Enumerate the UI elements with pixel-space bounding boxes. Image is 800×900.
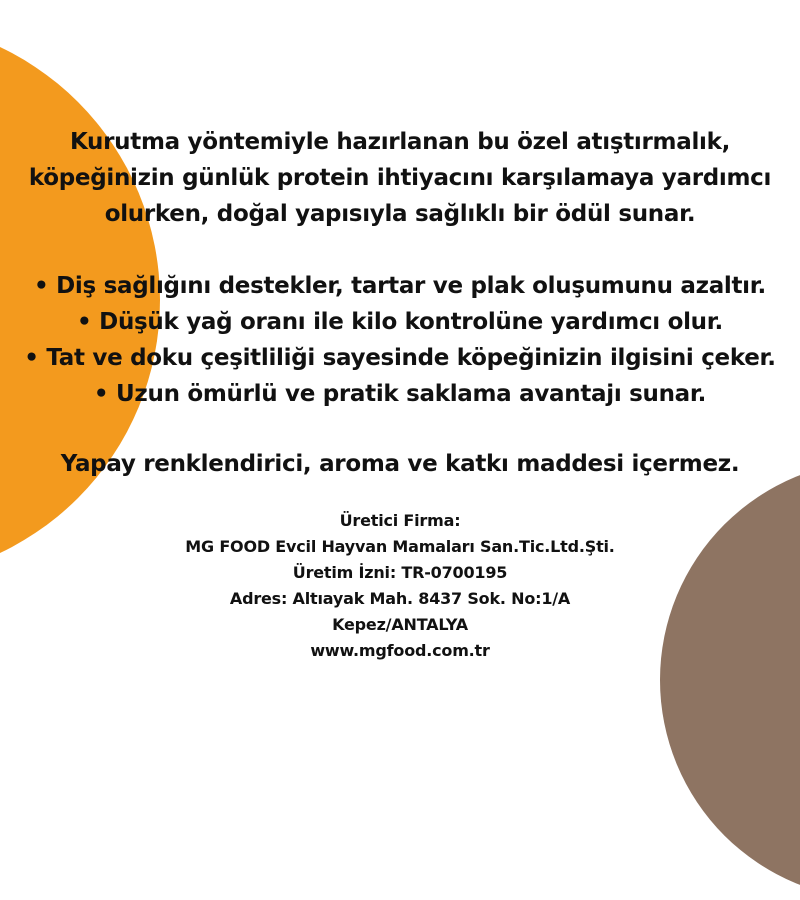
- production-permit: Üretim İzni: TR-0700195: [292, 563, 508, 582]
- benefits-list: [0, 268, 800, 412]
- benefit-item: • Tat ve doku çeşitliliği sayesinde köpeğinizin ilgisini çeker.: [24, 345, 776, 371]
- closing-line: Yapay renklendirici, aroma ve katkı maddesi içermez.: [60, 451, 740, 477]
- manufacturer-name: MG FOOD Evcil Hayvan Mamaları San.Tic.Ltd.Şti.: [185, 537, 615, 556]
- address-line: Adres: Altıayak Mah. 8437 Sok. No:1/A: [229, 589, 571, 608]
- intro-paragraph: [0, 124, 800, 232]
- benefit-item: • Diş sağlığını destekler, tartar ve plak oluşumunu azaltır.: [34, 273, 766, 299]
- website-link[interactable]: www.mgfood.com.tr: [310, 641, 490, 660]
- additive-free-statement: [0, 446, 800, 482]
- benefit-item: • Uzun ömürlü ve pratik saklama avantajı sunar.: [93, 381, 707, 407]
- manufacturer-info: [0, 508, 800, 664]
- intro-line: köpeğinizin günlük protein ihtiyacını karşılamaya yardımcı: [28, 165, 772, 191]
- manufacturer-heading: Üretici Firma:: [339, 511, 461, 530]
- intro-line: Kurutma yöntemiyle hazırlanan bu özel atıştırmalık,: [69, 129, 731, 155]
- benefit-item: • Düşük yağ oranı ile kilo kontrolüne yardımcı olur.: [77, 309, 723, 335]
- address-city: Kepez/ANTALYA: [332, 615, 468, 634]
- intro-line: olurken, doğal yapısıyla sağlıklı bir ödül sunar.: [104, 201, 696, 227]
